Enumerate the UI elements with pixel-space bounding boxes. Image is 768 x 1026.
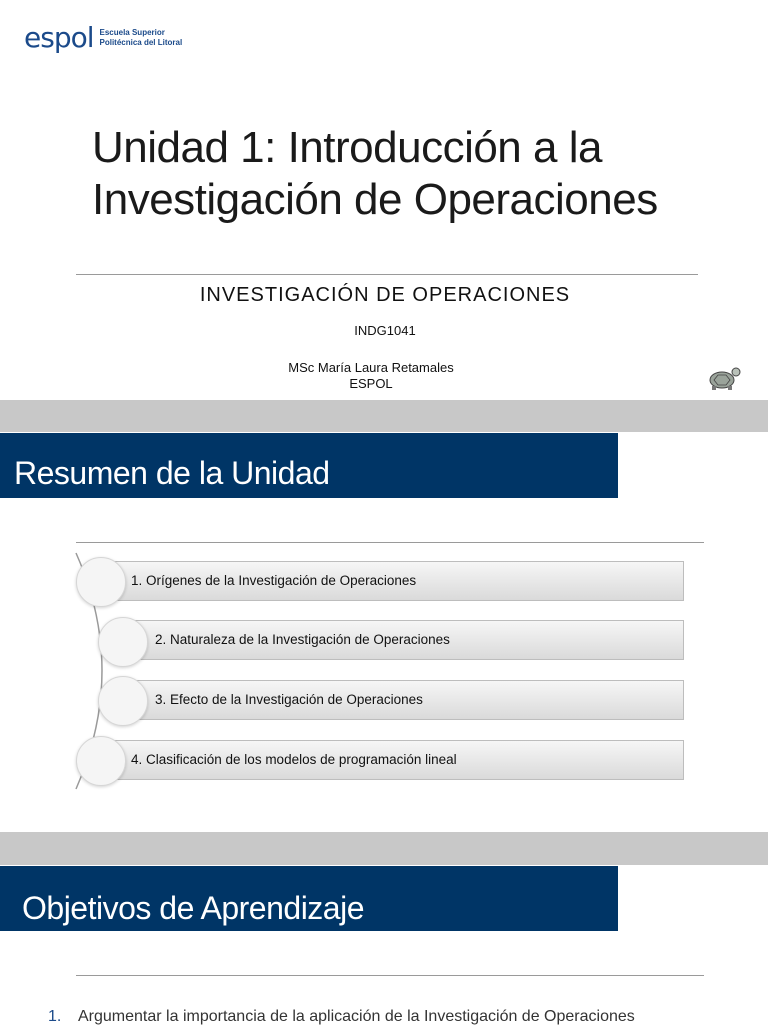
summary-bullet-2 <box>98 617 148 667</box>
author-name: MSc María Laura Retamales <box>288 360 454 375</box>
objective-text: Argumentar la importancia de la aplicación de la Investigación de Operaciones <box>78 1008 635 1025</box>
slide-title <box>92 122 732 226</box>
logo-line-1: Escuela Superior <box>99 28 165 37</box>
turtle-icon <box>706 362 742 392</box>
logo-line-2: Politécnica del Litoral <box>99 38 183 47</box>
title-slide <box>0 0 768 400</box>
summary-heading: Resumen de la Unidad <box>0 433 618 498</box>
slide-separator <box>0 832 768 865</box>
objectives-divider <box>76 975 704 976</box>
logo-wordmark: espol <box>24 21 94 54</box>
objectives-heading: Objetivos de Aprendizaje <box>0 866 618 931</box>
summary-item-2: 2. Naturaleza de la Investigación de Operaciones <box>126 620 684 660</box>
espol-logo <box>24 21 183 54</box>
summary-divider <box>76 542 704 543</box>
summary-item-1: 1. Orígenes de la Investigación de Operaciones <box>102 561 684 601</box>
slide-separator <box>0 400 768 432</box>
summary-bullet-3 <box>98 676 148 726</box>
summary-item-4: 4. Clasificación de los modelos de programación lineal <box>102 740 684 780</box>
title-line-2: Investigación de Operaciones <box>92 175 658 224</box>
objective-item-1 <box>48 1008 708 1026</box>
author-institution: ESPOL <box>349 376 393 391</box>
summary-item-3: 3. Efecto de la Investigación de Operaciones <box>126 680 684 720</box>
title-divider <box>76 274 698 275</box>
course-code: INDG1041 <box>354 323 416 338</box>
summary-bullet-4 <box>76 736 126 786</box>
logo-subtitle <box>100 28 183 48</box>
subject-name: INVESTIGACIÓN DE OPERACIONES <box>199 284 571 306</box>
title-line-1: Unidad 1: Introducción a la <box>92 123 602 172</box>
summary-bullet-1 <box>76 557 126 607</box>
objective-number: 1. <box>48 1008 62 1025</box>
author-block <box>0 360 742 392</box>
